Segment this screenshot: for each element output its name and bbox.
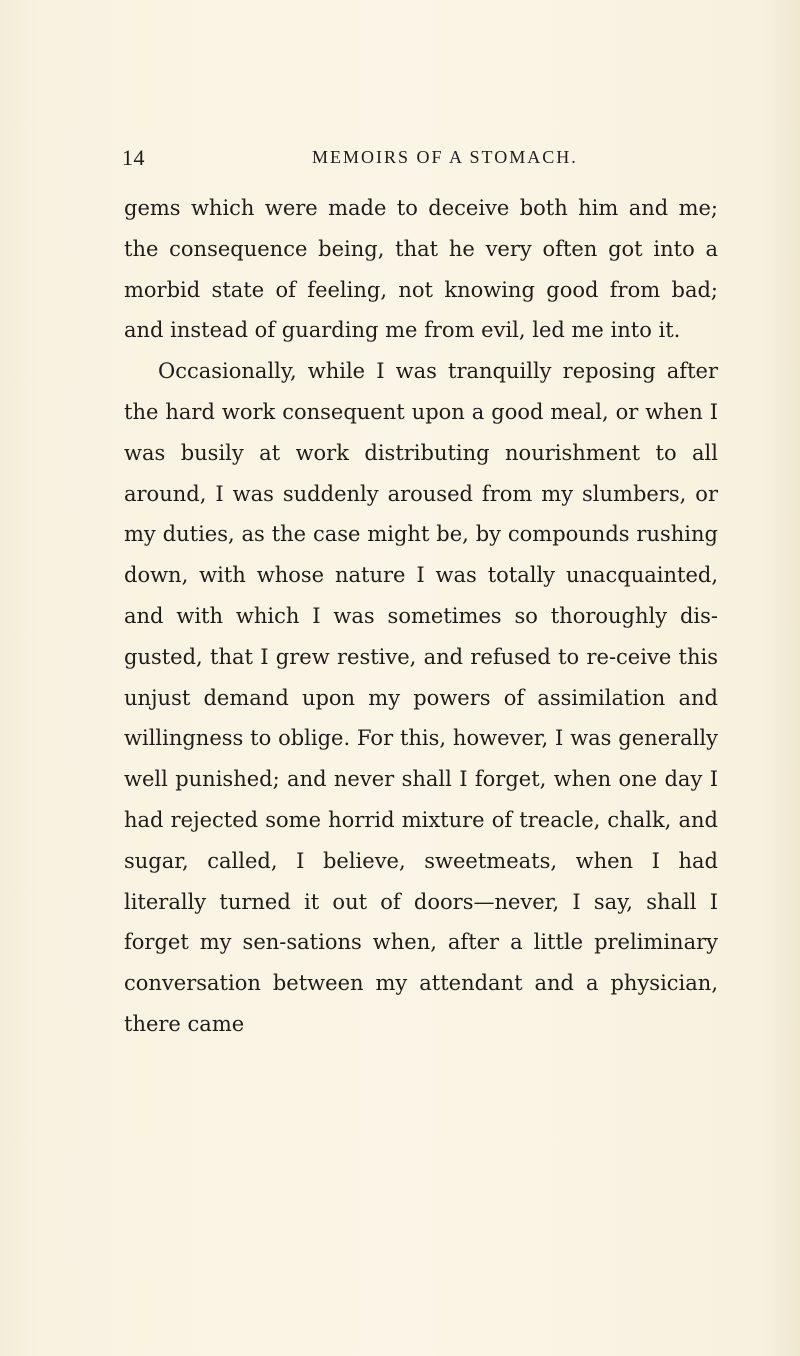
running-head: MEMOIRS OF A STOMACH. bbox=[312, 147, 578, 167]
page-header bbox=[122, 145, 722, 175]
paragraph-occasionally: Occasionally, while I was tranquilly reposing after the hard work consequent upon a good meal, or when I was busily at work distributing nourishment to all around, I was suddenly aroused from my slumbers, or my duties, as the case might be, by compounds rushing down, with whose nature I was totally unacquainted, and with which I was sometimes so thoroughly dis-gusted, that I grew restive, and refused to re-ceive this unjust demand upon my powers of assimilation and willingness to oblige. For this, however, I was generally well punished; and never shall I forget, when one day I had rejected some horrid mixture of treacle, chalk, and sugar, called, I believe, sweetmeats, when I had literally turned it out of doors—never, I say, shall I forget my sen-sations when, after a little preliminary conversation between my attendant and a physician, there came bbox=[124, 359, 718, 1036]
page-number: 14 bbox=[122, 145, 145, 170]
body-text bbox=[124, 188, 718, 1045]
paragraph-continuation: gems which were made to deceive both him and me; the consequence being, that he very often got into a morbid state of feeling, not knowing good from bad; and instead of guarding me from evil, led me into it. bbox=[124, 196, 718, 343]
